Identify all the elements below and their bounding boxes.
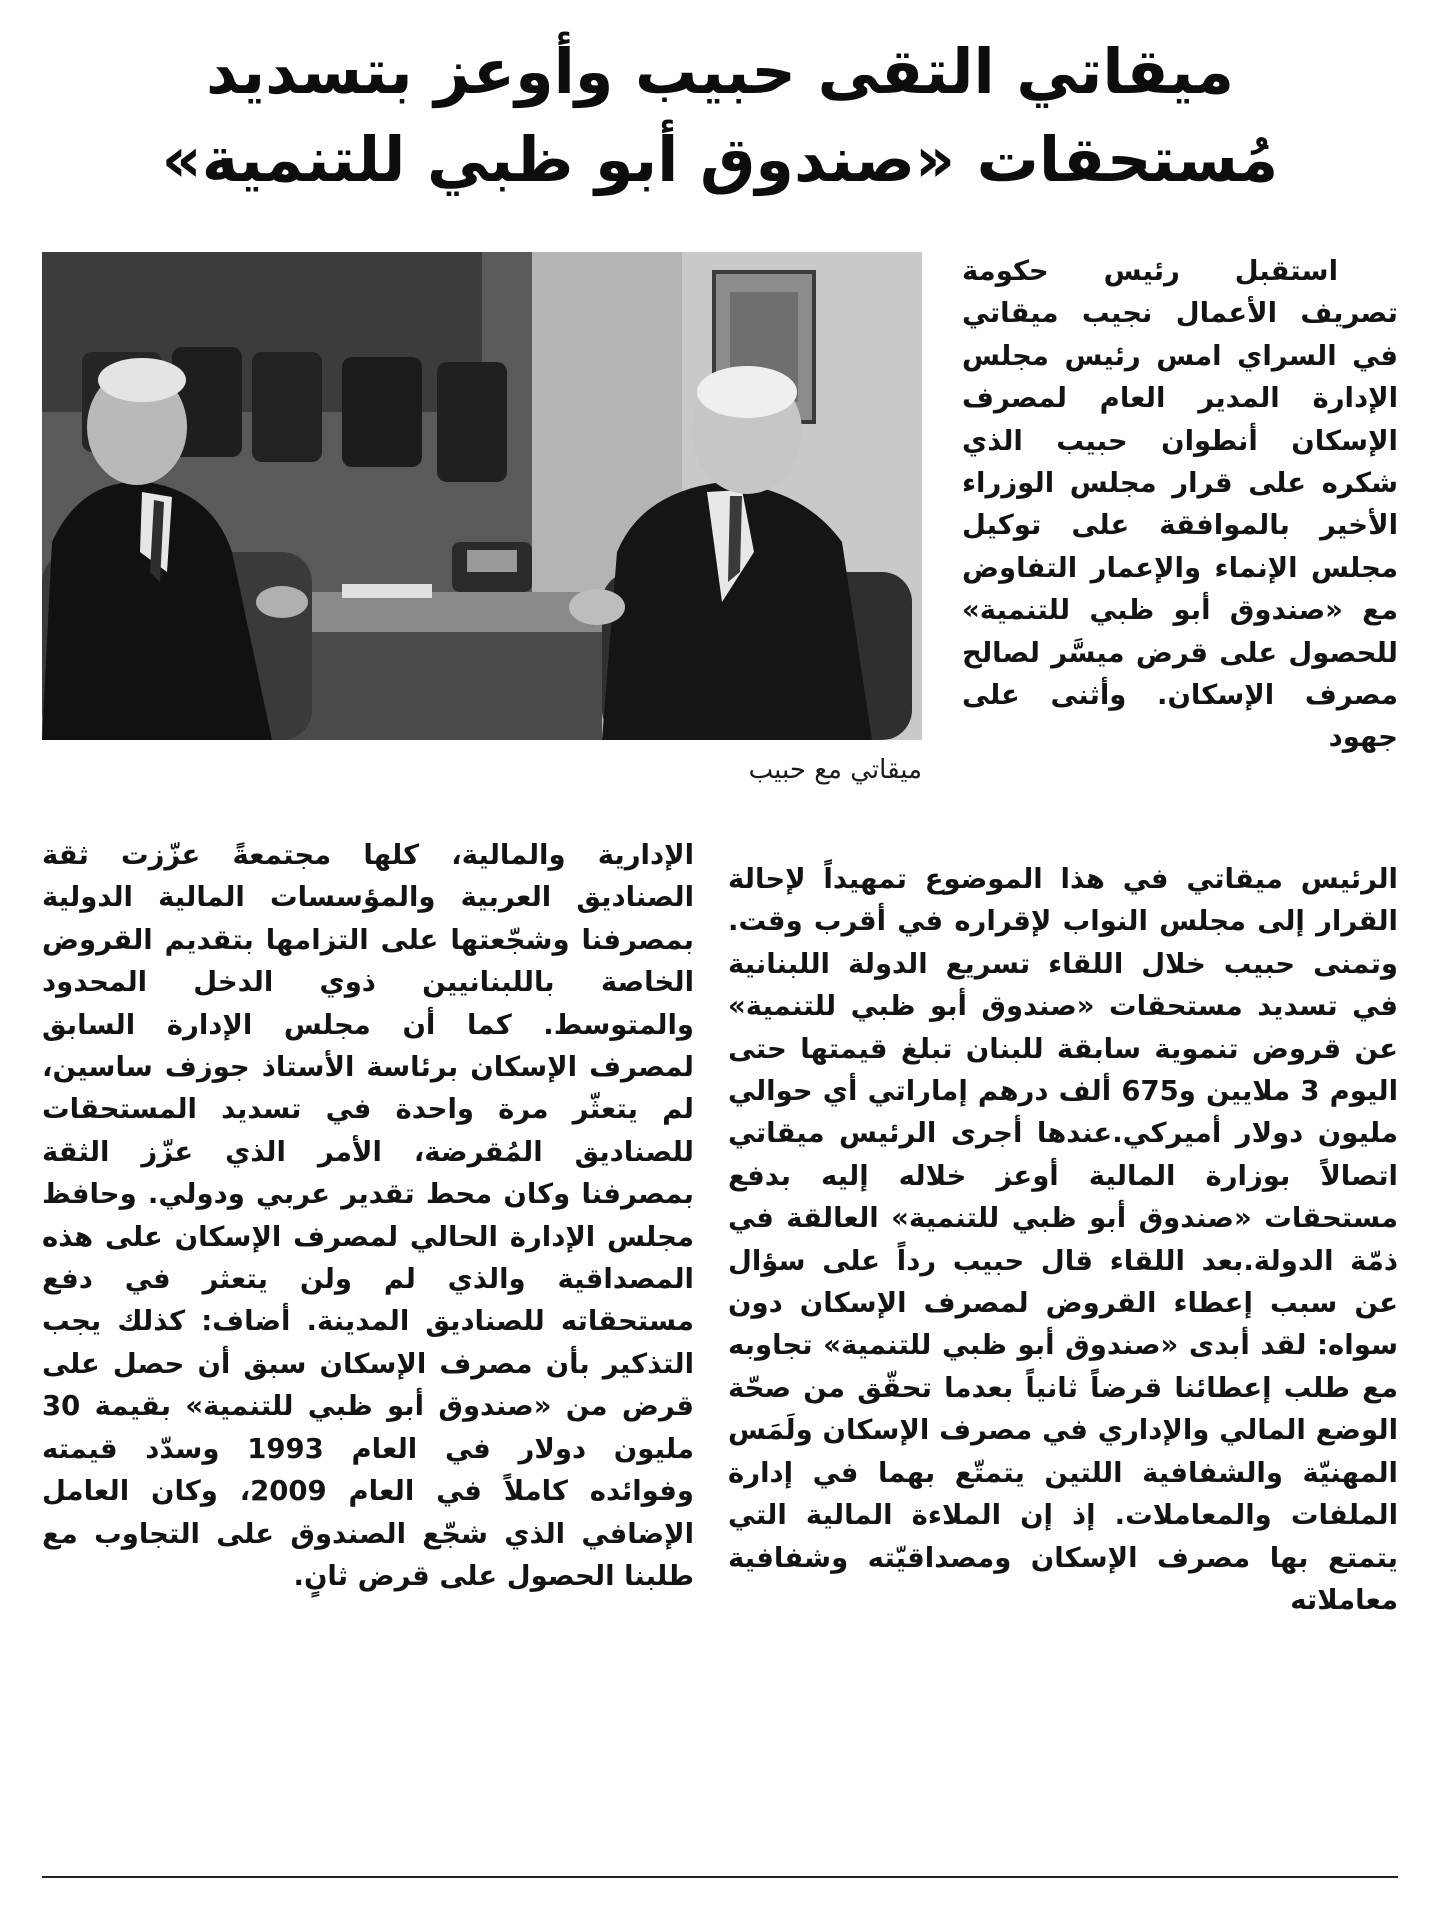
article-column-right-top: استقبل رئيس حكومة تصريف الأعمال نجيب ميقاتي في السراي امس رئيس مجلس الإدارة المدير العام لمصرف الإسكان أنطوان حبيب الذي شكره على قرار مجلس الوزراء الأخير بالموافقة على توكيل مجلس الإنماء والإعمار التفاوض مع «صندوق أبو ظبي للتنمية» للحصول على قرض ميسَّر لصالح مصرف الإسكان. وأثنى على جهود <box>962 255 1398 754</box>
bottom-divider <box>42 1876 1398 1878</box>
news-photo <box>42 252 922 740</box>
article-column-left: الإدارية والمالية، كلها مجتمعةً عزّزت ثقة الصناديق العربية والمؤسسات المالية الدولية بمصرفنا وشجّعتها على التزامها بتقديم القروض الخاصة باللبنانيين ذوي الدخل المحدود والمتوسط. كما أن مجلس الإدارة السابق لمصرف الإسكان برئاسة الأستاذ جوزف ساسين، لم يتعثّر مرة واحدة في تسديد المستحقات للصناديق المُقرضة، الأمر الذي عزّز الثقة بمصرفنا وكان محط تقدير عربي ودولي. وحافظ مجلس الإدارة الحالي لمصرف الإسكان على هذه المصداقية والذي لم ولن يتعثر في دفع مستحقاته للصناديق المدينة. أضاف: كذلك يجب التذكير بأن مصرف الإسكان سبق أن حصل على قرض من «صندوق أبو ظبي للتنمية» بقيمة 30 مليون دولار في العام 1993 وسدّد قيمته وفوائده كاملاً في العام 2009، وكان العامل الإضافي الذي شجّع الصندوق على التجاوب مع طلبنا الحصول على قرض ثانٍ. <box>42 839 695 1592</box>
headline-line-1: ميقاتي التقى حبيب وأوعز بتسديد <box>206 35 1234 108</box>
meeting-photo-illustration <box>42 252 922 740</box>
photo-caption: ميقاتي مع حبيب <box>748 755 922 785</box>
headline <box>150 28 1290 204</box>
article-column-right-bottom: الرئيس ميقاتي في هذا الموضوع تمهيداً لإحالة القرار إلى مجلس النواب لإقراره في أقرب وقت. وتمنى حبيب خلال اللقاء تسريع الدولة اللبنانية في تسديد مستحقات «صندوق أبو ظبي للتنمية» عن قروض تنموية سابقة للبنان تبلغ قيمتها حتى اليوم 3 ملايين و675 ألف درهم إماراتي أي حوالي مليون دولار أميركي.عندها أجرى الرئيس ميقاتي اتصالاً بوزارة المالية أوعز خلاله إليه بدفع مستحقات «صندوق أبو ظبي للتنمية» العالقة في ذمّة الدولة.بعد اللقاء قال حبيب رداً على سؤال عن سبب إعطاء القروض لمصرف الإسكان دون سواه: لقد أبدى «صندوق أبو ظبي للتنمية» تجاوبه مع طلب إعطائنا قرضاً ثانياً بعدما تحقّق من صحّة الوضع المالي والإداري في مصرف الإسكان ولَمَس المهنيّة والشفافية اللتين يتمتّع بهما في إدارة الملفات والمعاملات. إذ إن الملاءة المالية التي يتمتع بها مصرف الإسكان ومصداقيّته وشفافية معاملاته <box>728 863 1398 1616</box>
headline-line-2: مُستحقات «صندوق أبو ظبي للتنمية» <box>161 123 1279 196</box>
